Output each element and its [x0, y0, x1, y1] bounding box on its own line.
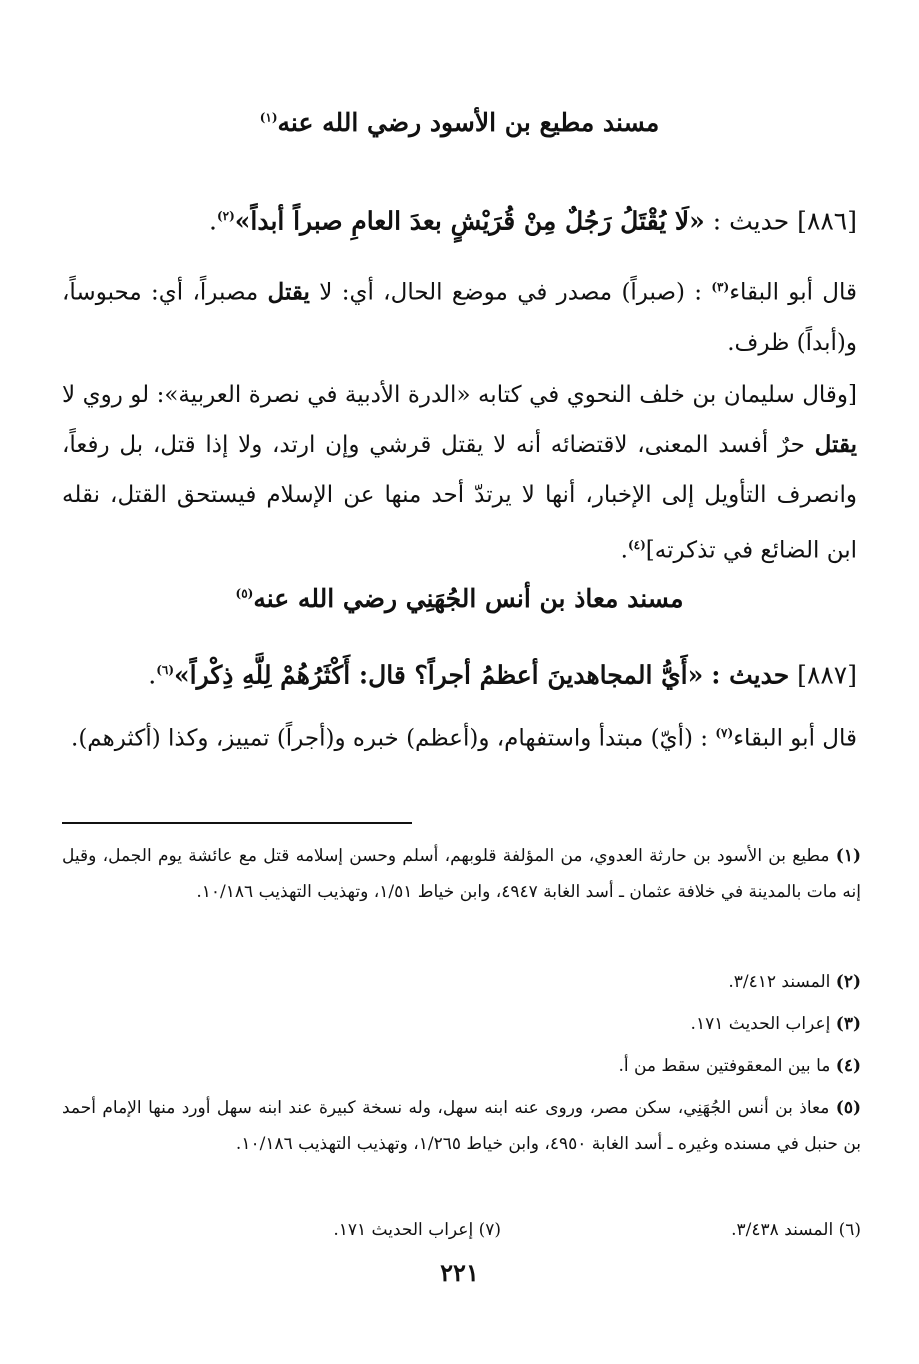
paragraph-abulbaqa-1 [62, 262, 857, 368]
punctuation: . [148, 660, 157, 690]
footnote-ref: (٧) [715, 726, 734, 740]
footnote-number: (٧) [478, 1220, 501, 1240]
footnote-ref: (٣) [711, 280, 730, 294]
text: [وقال سليمان بن خلف النحوي في كتابه «الدرة الأدبية في نصرة العربية»: لو روي لا [62, 382, 857, 408]
footnote-number: (٤) [835, 1056, 861, 1076]
footnote-text: إعراب الحديث ١٧١. [333, 1220, 474, 1240]
footnote-1 [62, 838, 861, 910]
hadith-label: حديث : [712, 206, 790, 236]
footnote-ref: (٤) [627, 538, 646, 552]
footnote-6 [731, 1212, 861, 1248]
footnote-ref: (١) [259, 110, 278, 125]
footnote-7 [333, 1212, 501, 1248]
paragraph-abulbaqa-2 [62, 708, 857, 764]
footnote-text: المسند ٣/٤١٢. [728, 972, 831, 992]
heading-text: مسند مطيع بن الأسود رضي الله عنه [277, 108, 660, 137]
hadith-text: «أَيُّ المجاهدينَ أعظمُ أجراً؟ قال: أَكْثَرُهُمْ لِلَّهِ ذِكْراً» [174, 660, 704, 690]
footnote-ref: (٥) [235, 586, 254, 601]
text: مصبراً، أي: [151, 279, 259, 306]
punctuation: . [620, 537, 628, 564]
hadith-label: حديث : [711, 660, 790, 690]
footnote-text: المسند ٣/٤٣٨. [731, 1220, 834, 1240]
footnote-4 [62, 1048, 861, 1084]
section-heading-muadh [60, 584, 859, 613]
footnote-ref: (٢) [216, 209, 235, 223]
footnote-3 [62, 1006, 861, 1042]
footnote-5 [62, 1090, 861, 1162]
text: محبوساً، و(أبداً) ظرف. [62, 279, 857, 356]
footnote-text: ما بين المعقوفتين سقط من أ. [618, 1056, 831, 1076]
text: قال أبو البقاء [729, 279, 858, 306]
paragraph-sulayman [62, 370, 857, 576]
hadith-text: «لَا يُقْتَلُ رَجُلٌ مِنْ قُرَيْشٍ بعدَ العامِ صبراً أبداً» [234, 206, 705, 236]
footnote-divider [62, 822, 412, 824]
footnote-ref: (٦) [156, 663, 175, 677]
footnote-text: معاذ بن أنس الجُهَنِي، سكن مصر، وروى عنه ابنه سهل، وله نسخة كبيرة عند ابنه سهل أورد منها الإمام أحمد بن حنبل في مسنده وغيره ـ أسد الغابة ٤٩٥٠، وابن خياط ١/٢٦٥، وتهذيب التهذيب ١٠/١٨٦. [62, 1098, 861, 1154]
footnote-2 [62, 964, 861, 1000]
hadith-887 [62, 650, 857, 695]
hadith-886 [62, 196, 857, 241]
punctuation: . [209, 206, 217, 236]
footnote-number: (٥) [835, 1098, 862, 1118]
bold-word: يقتل [267, 278, 310, 306]
footnote-number: (٢) [835, 972, 861, 992]
hadith-number: [٨٨٦] [797, 206, 857, 236]
footnote-text: إعراب الحديث ١٧١. [690, 1014, 831, 1034]
bold-word: يقتل [814, 431, 857, 458]
footnote-number: (٣) [835, 1014, 861, 1034]
footnote-text: مطيع بن الأسود بن حارثة العدوي، من المؤلفة قلوبهم، أسلم وحسن إسلامه قتل مع عائشة يوم الجمل، وقيل إنه مات بالمدينة في خلافة عثمان ـ أسد الغابة ٤٩٤٧، وابن خياط ١/٥١، وتهذيب التهذيب ١٠/١٨٦. [62, 846, 861, 902]
text: حرٌ أفسد المعنى، لاقتضائه أنه لا يقتل قرشي وإن ارتد، ولا إذا قتل، بل رفعاً، وانصرف التأويل إلى الإخبار، أنها لا يرتدّ أحد منها عن الإسلام فيستحق القتل، نقله ابن الضائع في تذكرته] [62, 432, 857, 564]
page-number: ٢٢١ [440, 1258, 479, 1287]
text: : (صبراً) مصدر في موضع الحال، أي: لا [319, 279, 703, 306]
section-heading-mutee [60, 108, 859, 137]
heading-text: مسند معاذ بن أنس الجُهَنِي رضي الله عنه [253, 584, 684, 613]
hadith-number: [٨٨٧] [797, 660, 857, 690]
footnote-row-6-7 [62, 1212, 861, 1248]
text: قال أبو البقاء [733, 725, 857, 752]
text: : (أيّ) مبتدأ واستفهام، و(أعظم) خبره و(أجراً) تمييز، وكذا (أكثرهم). [71, 725, 709, 752]
footnote-number: (٦) [838, 1220, 861, 1240]
footnote-number: (١) [835, 846, 862, 866]
